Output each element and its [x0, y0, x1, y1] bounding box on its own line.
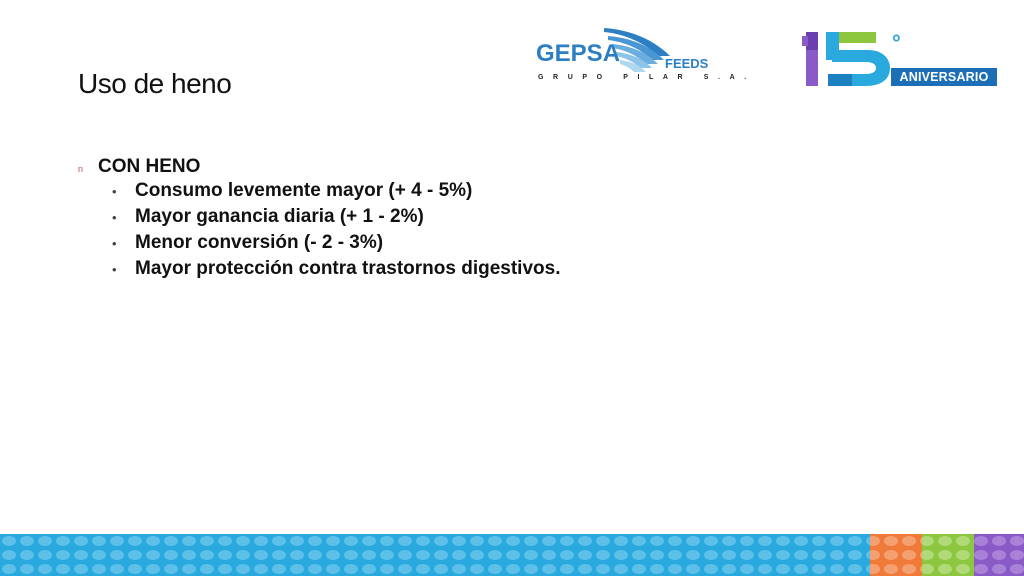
- list-item-text: Mayor protección contra trastornos digestivos.: [135, 258, 561, 279]
- strip-orange-section: [870, 534, 922, 576]
- bullet-icon: •: [112, 184, 117, 199]
- strip-green-section: [922, 534, 974, 576]
- anniversary-label: ANIVERSARIO: [891, 68, 997, 86]
- gepsa-subtitle: GRUPO PILAR S.A.: [538, 74, 756, 81]
- heading-bullet: n: [78, 164, 84, 174]
- bullet-list: [78, 180, 560, 284]
- anniversary-logo: [802, 28, 1000, 90]
- degree-symbol: °: [892, 30, 901, 55]
- bullet-icon: •: [112, 210, 117, 225]
- list-item: [112, 180, 560, 206]
- number-15-graphic: [802, 28, 894, 88]
- heading-item: [78, 156, 560, 178]
- strip-blue-section: [0, 534, 870, 576]
- heading-text: CON HENO: [98, 156, 201, 177]
- bullet-icon: •: [112, 262, 117, 277]
- strip-purple-section: [974, 534, 1024, 576]
- list-item: [112, 232, 560, 258]
- slide-title: Uso de heno: [78, 68, 232, 99]
- decorative-dot-strip: [0, 534, 1024, 576]
- list-item-text: Menor conversión (- 2 - 3%): [135, 232, 384, 253]
- list-item-text: Consumo levemente mayor (+ 4 - 5%): [135, 180, 473, 201]
- list-item: [112, 258, 560, 284]
- gepsa-name: GEPSA: [536, 40, 621, 67]
- slide-content: [78, 156, 560, 284]
- gepsa-feeds-text: FEEDS: [665, 56, 709, 71]
- bullet-icon: •: [112, 236, 117, 251]
- list-item: [112, 206, 560, 232]
- list-item-text: Mayor ganancia diaria (+ 1 - 2%): [135, 206, 424, 227]
- gepsa-feeds-logo: [534, 26, 756, 90]
